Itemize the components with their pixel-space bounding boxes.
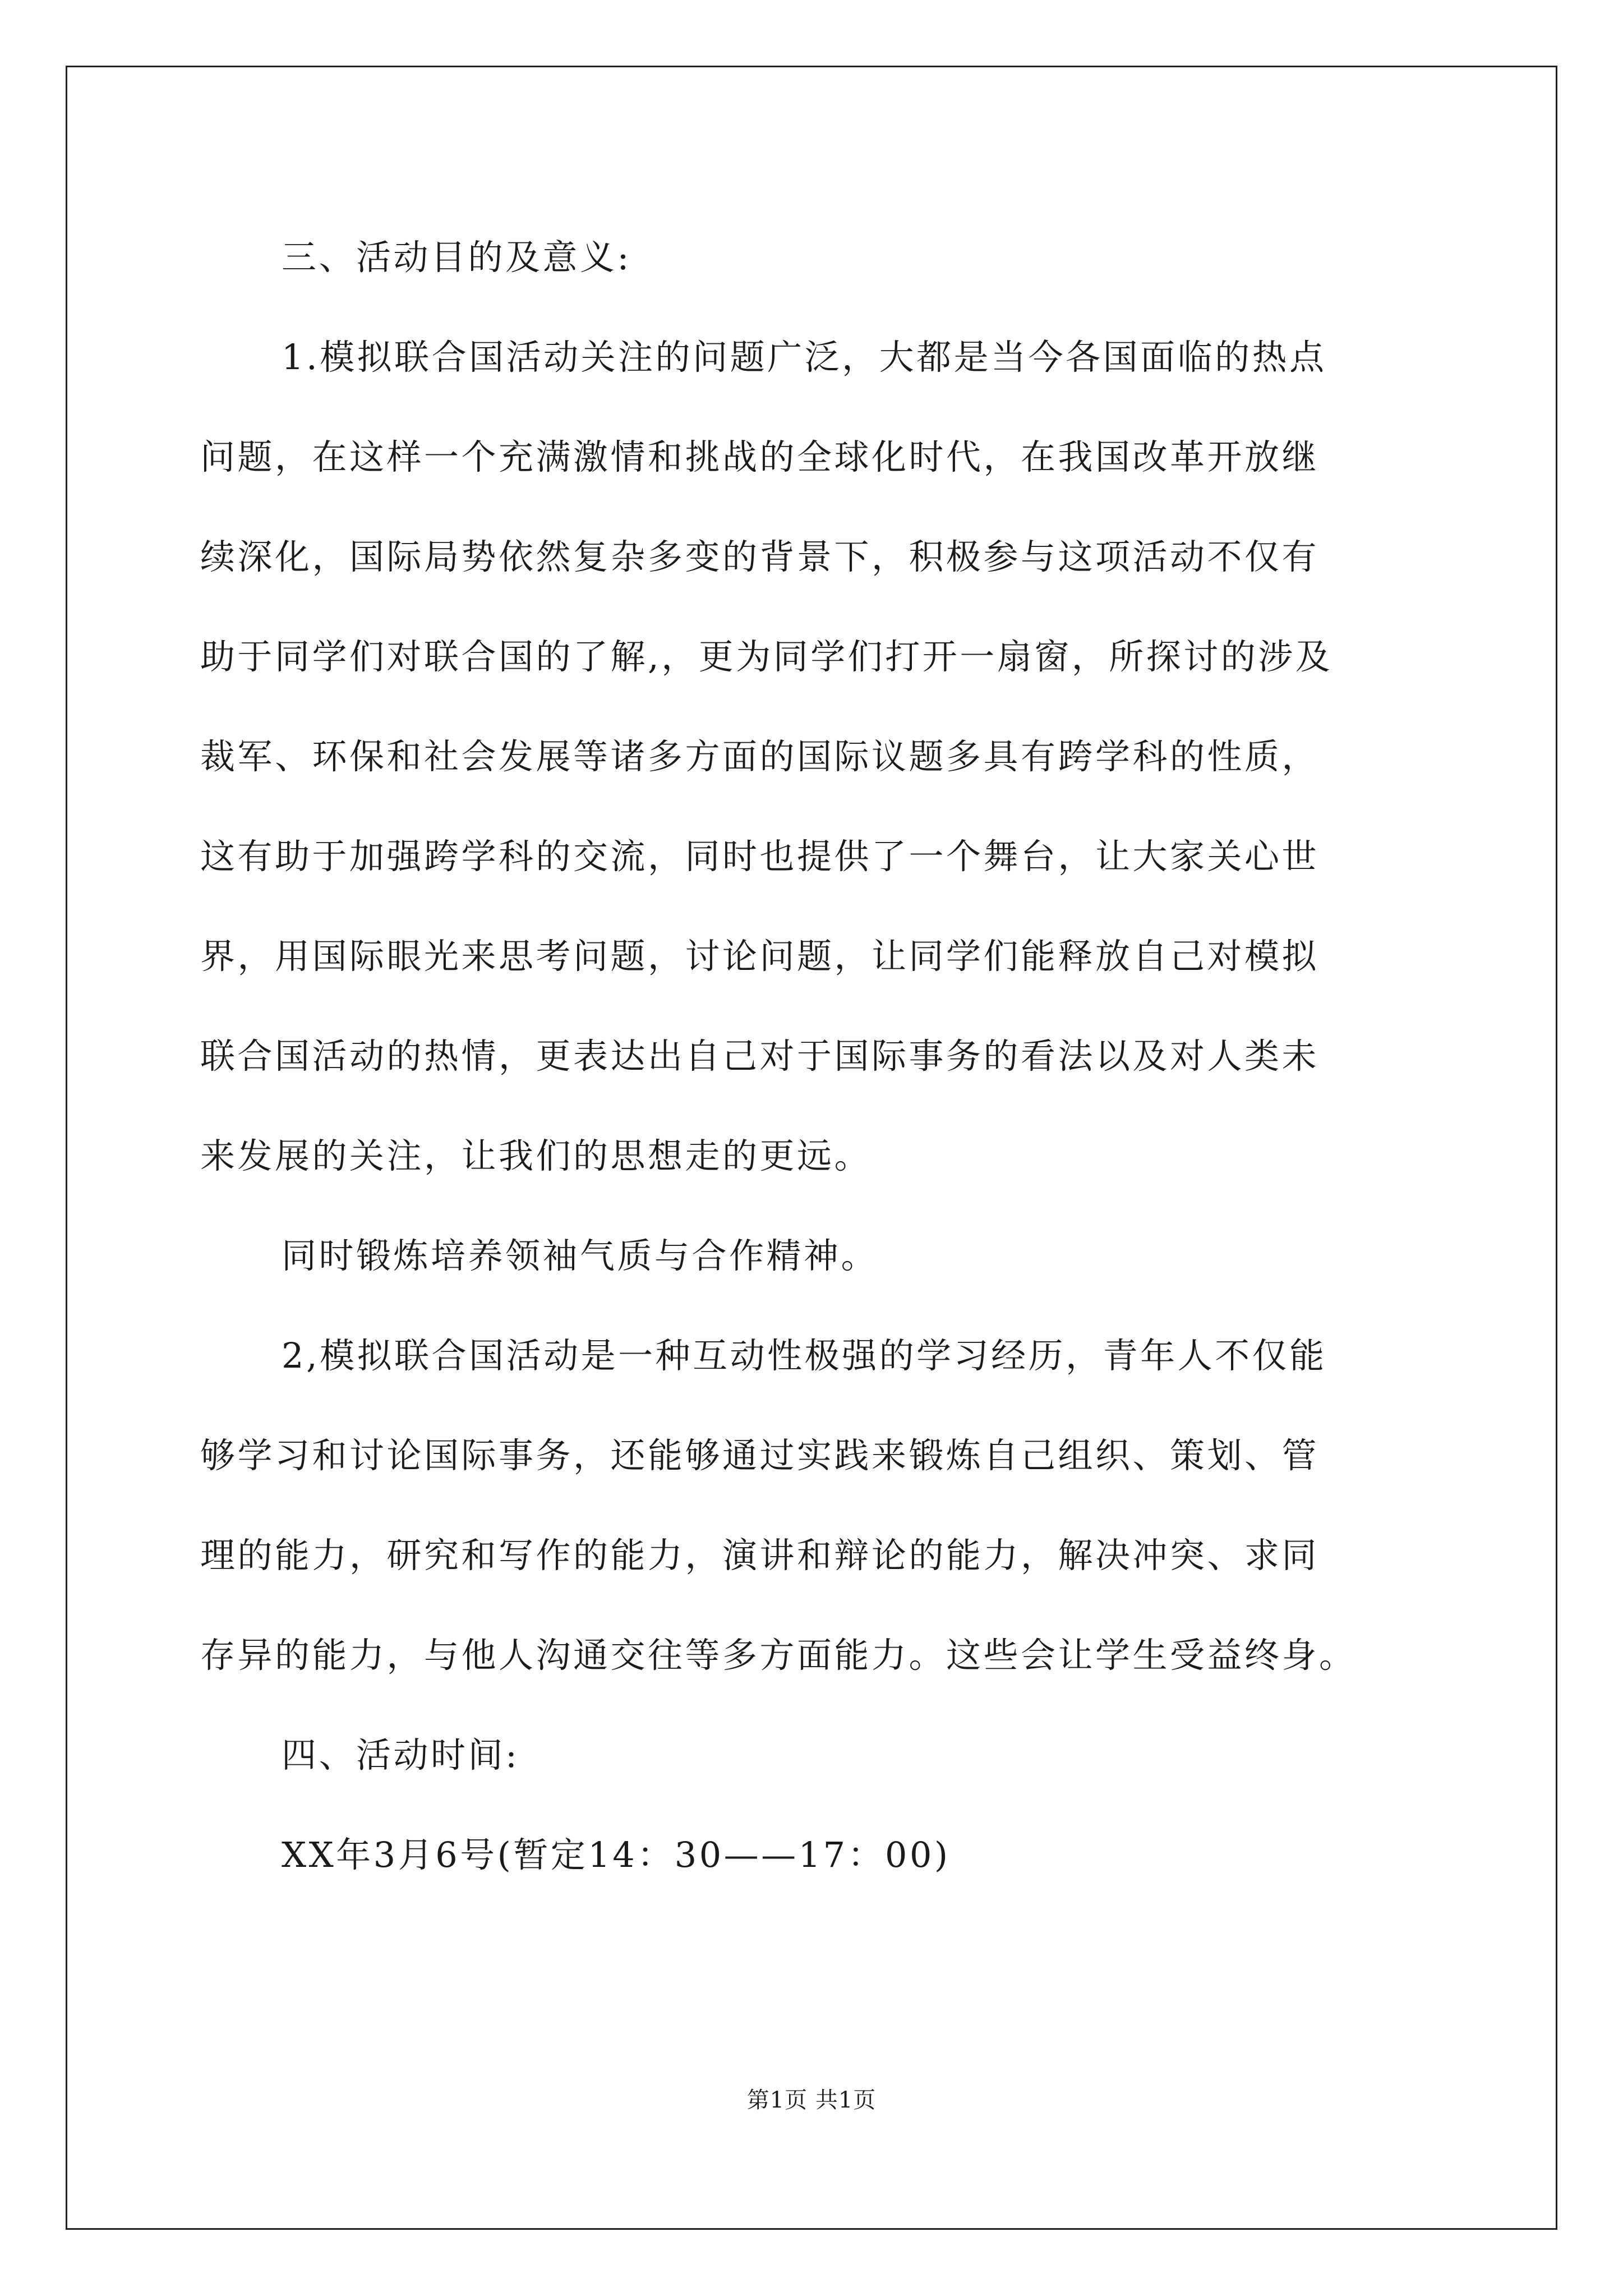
document-body [200,208,1423,1905]
text-line: 界，用国际眼光来思考问题，讨论问题，让同学们能释放自己对模拟 [200,936,1320,977]
text-line: 三、活动目的及意义: [282,237,631,278]
page-number-footer: 第1页 共1页 [746,2087,877,2113]
text-line: 助于同学们对联合国的了解,，更为同学们打开一扇窗，所探讨的涉及 [200,636,1333,677]
text-line: 理的能力，研究和写作的能力，演讲和辩论的能力，解决冲突、求同 [200,1535,1320,1576]
text-line: 这有助于加强跨学科的交流，同时也提供了一个舞台，让大家关心世 [200,836,1320,877]
text-line: 1.模拟联合国活动关注的问题广泛，大都是当今各国面临的热点 [282,337,1327,378]
section-heading-purpose [200,208,1423,307]
paragraph-time [200,1805,1423,1905]
text-line: 续深化，国际局势依然复杂多变的背景下，积极参与这项活动不仅有 [200,536,1320,577]
text-line: 四、活动时间: [282,1734,520,1775]
text-line: 来发展的关注，让我们的思想走的更远。 [200,1135,872,1176]
text-line: XX年3月6号(暂定14：30——17：00) [282,1834,951,1875]
text-line: 问题，在这样一个充满激情和挑战的全球化时代，在我国改革开放继 [200,436,1320,477]
paragraph-leadership [200,1206,1423,1306]
section-heading-time [200,1705,1423,1805]
paragraph-significance [200,307,1423,1206]
text-line: 同时锻炼培养领袖气质与合作精神。 [282,1235,879,1276]
paragraph-skills [200,1306,1423,1705]
text-line: 存异的能力，与他人沟通交往等多方面能力。这些会让学生受益终身。 [200,1635,1357,1676]
text-line: 2,模拟联合国活动是一种互动性极强的学习经历，青年人不仅能 [282,1335,1327,1376]
text-line: 裁军、环保和社会发展等诸多方面的国际议题多具有跨学科的性质， [200,736,1320,777]
text-line: 够学习和讨论国际事务，还能够通过实践来锻炼自己组织、策划、管 [200,1435,1320,1476]
text-line: 联合国活动的热情，更表达出自己对于国际事务的看法以及对人类未 [200,1036,1320,1076]
